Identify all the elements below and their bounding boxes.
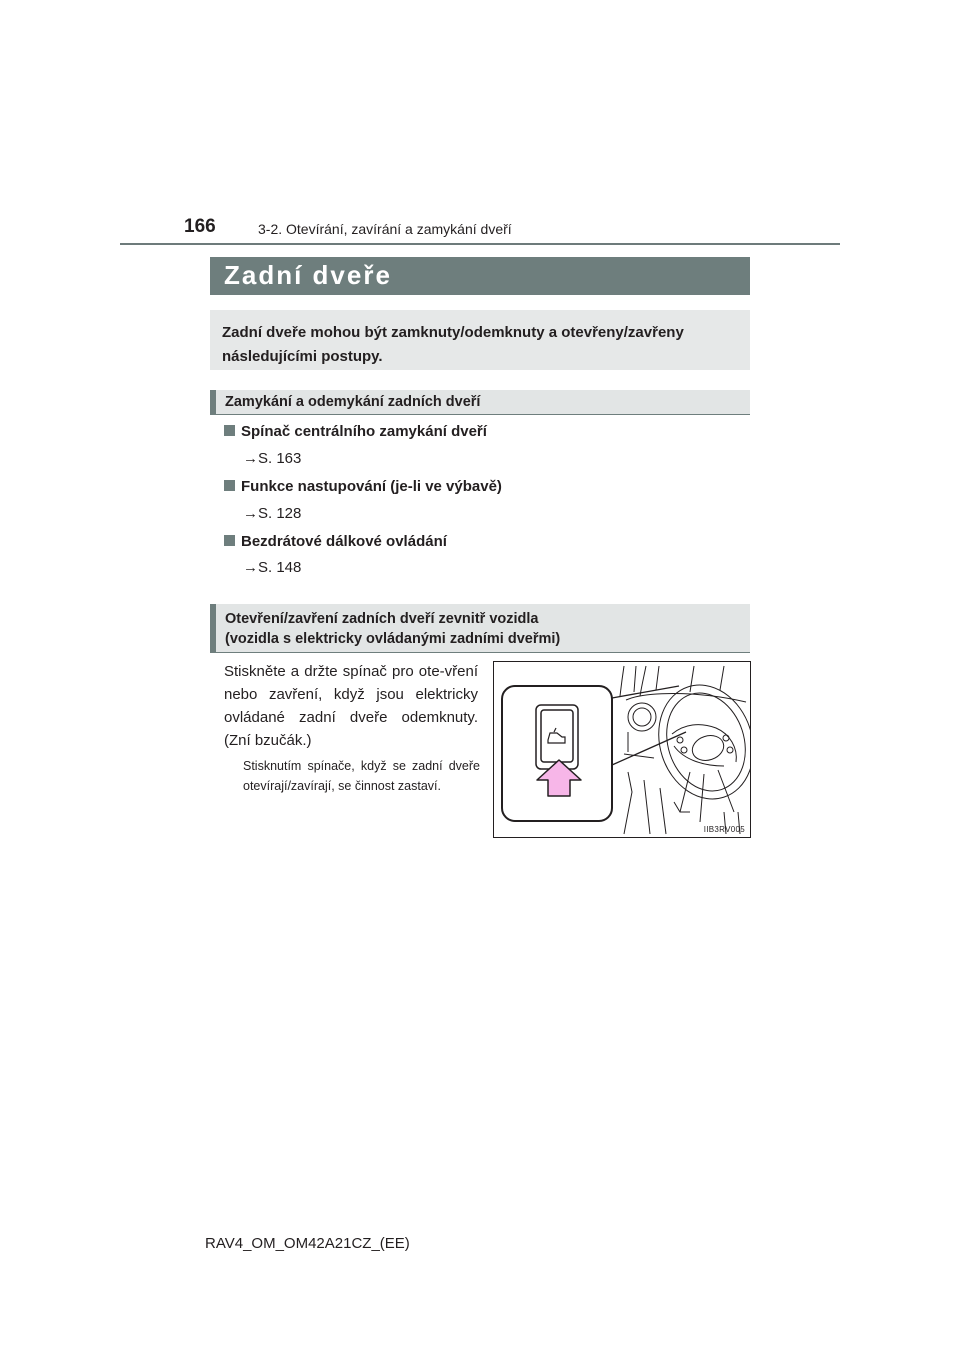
arrow-right-icon: →: [243, 450, 258, 467]
page-reference-text: S. 128: [258, 505, 302, 522]
page-reference-text: S. 148: [258, 559, 302, 576]
tailgate-switch-icon: [536, 705, 578, 769]
footer-document-code: RAV4_OM_OM42A21CZ_(EE): [205, 1235, 410, 1252]
square-bullet-icon: [224, 425, 235, 436]
section-title-band: [210, 257, 750, 295]
page-number: 166: [184, 216, 216, 237]
subheading-power-tailgate-text: [225, 609, 560, 649]
square-bullet-icon: [224, 480, 235, 491]
square-bullet-icon: [224, 535, 235, 546]
subheading-locking-text: Zamykání a odemykání zadních dveří: [225, 394, 481, 410]
item-heading: [224, 478, 502, 495]
item-heading-text: Bezdrátové dálkové ovládání: [241, 533, 447, 550]
steering-wheel-illustration: [494, 662, 750, 837]
item-heading-text: Spínač centrálního zamykání dveří: [241, 423, 487, 440]
running-head: 3-2. Otevírání, zavírání a zamykání dveří: [258, 221, 512, 237]
arrow-right-icon: →: [243, 559, 258, 576]
intro-box: [210, 310, 750, 370]
page-reference-text: S. 163: [258, 450, 302, 467]
item-heading: [224, 423, 487, 440]
note-text: Stisknutím spínače, když se zadní dveře otevírají/zavírají, se činnost zastaví.: [243, 759, 480, 793]
page-reference[interactable]: [243, 505, 301, 522]
arrow-right-icon: →: [243, 505, 258, 522]
subheading-line-2: (vozidla s elektricky ovládanými zadními dveřmi): [225, 631, 561, 647]
subheading-line-1: Otevření/zavření zadních dveří zevnitř vozidla: [225, 611, 539, 627]
figure-illustration: [493, 661, 751, 838]
page-reference[interactable]: [243, 559, 301, 576]
instruction-text: Stiskněte a držte spínač pro ote-vření nebo zavření, když jsou elektricky ovládané zadní dveře odemknuty. (Zní bzučák.): [224, 663, 478, 749]
subheading-power-tailgate: [210, 604, 750, 653]
figure-code: IIB3RV005: [703, 825, 745, 834]
page-title: Zadní dveře: [224, 260, 392, 290]
header-divider: [120, 243, 840, 245]
intro-text: Zadní dveře mohou být zamknuty/odemknuty a otevřeny/zavřeny následujícími postupy.: [222, 324, 684, 365]
page-reference[interactable]: [243, 450, 301, 467]
item-heading: [224, 533, 447, 550]
item-heading-text: Funkce nastupování (je-li ve výbavě): [241, 478, 502, 495]
subheading-locking: [210, 390, 750, 415]
